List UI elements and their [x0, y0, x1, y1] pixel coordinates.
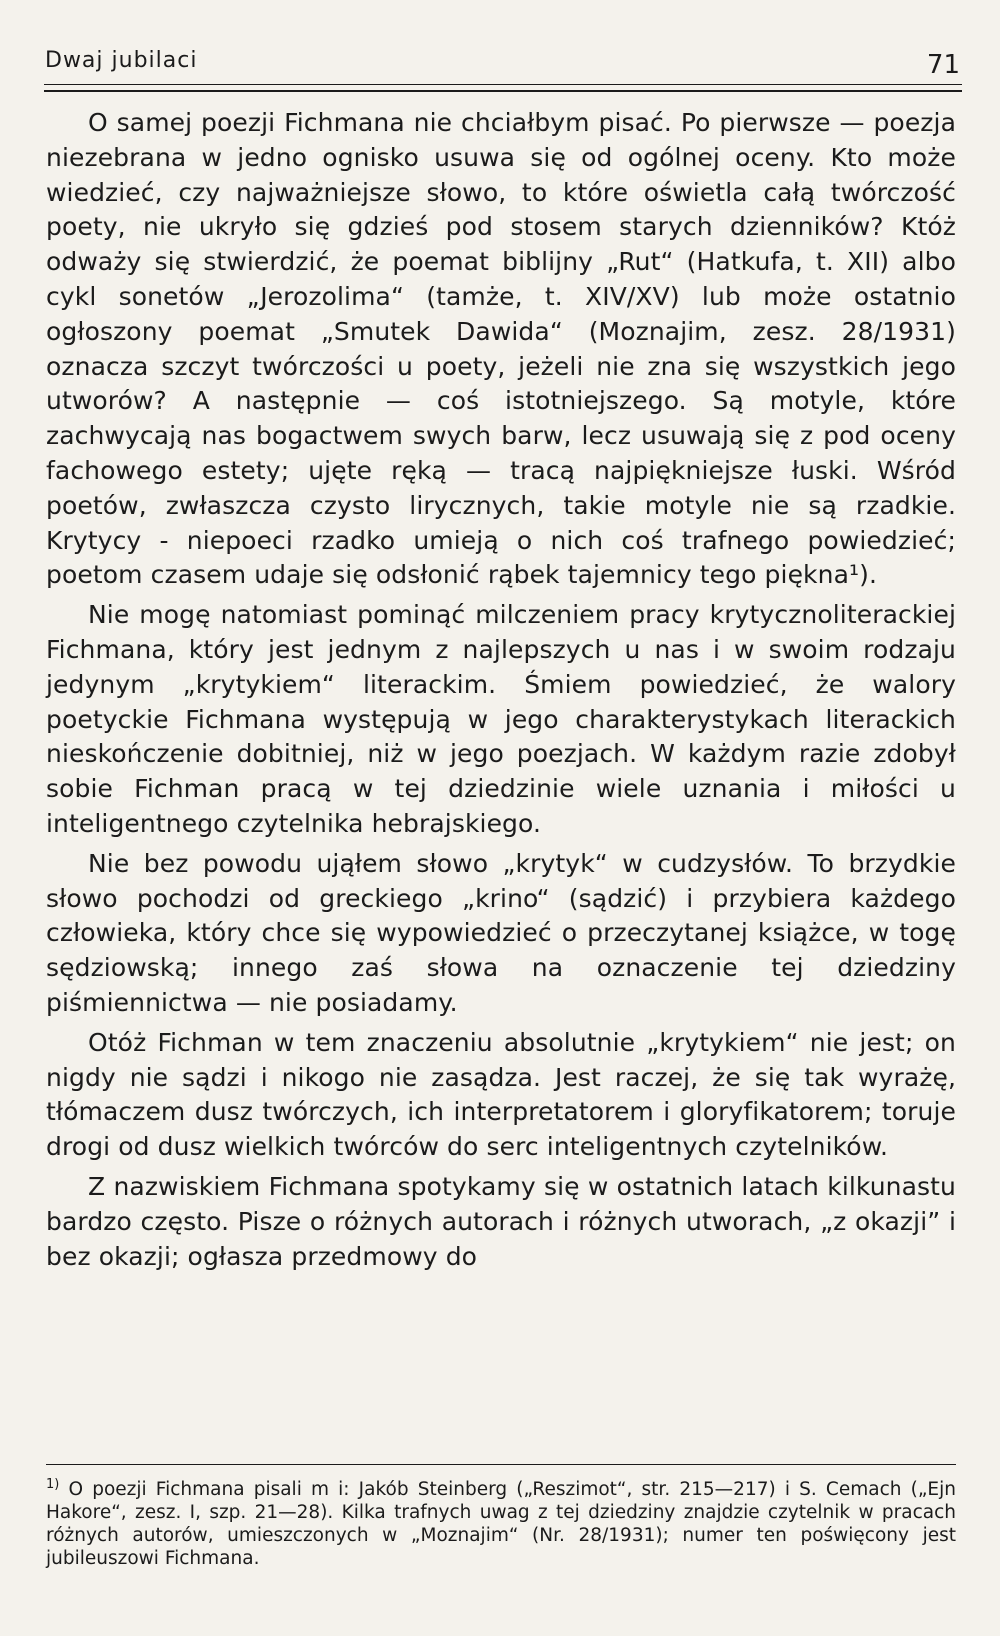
paragraph-2: Nie mogę natomiast pominąć milczeniem pracy krytycznoliterackiej Fichmana, który jest jednym z najlepszych u nas i w swoim rodzaju jedynym „krytykiem“ literackim. Śmiem powiedzieć, że walory poetyckie Fichmana występują w jego charakterystykach literackich nieskończenie dobitniej, niż w jego poezjach. W każdym razie zdobył sobie Fichman pracą w tej dziedzinie wiele uznania i miłości u inteligentnego czytelnika hebrajskiego. — [46, 600, 956, 838]
paragraph-3: Nie bez powodu ująłem słowo „krytyk“ w cudzysłów. To brzydkie słowo pochodzi od greckiego „krino“ (sądzić) i przybiera każdego człowieka, który chce się wypowiedzieć o przeczytanej książce, w togę sędziowską; innego zaś słowa na oznaczenie tej dziedziny piśmiennictwa — nie posiadamy. — [46, 848, 956, 1017]
footnote-1 — [46, 1473, 956, 1570]
running-title: Dwaj jubilaci — [45, 48, 198, 73]
page-number: 71 — [926, 50, 960, 80]
paragraph-1: O samej poezji Fichmana nie chciałbym pisać. Po pierwsze — poezja niezebrana w jedno ognisko usuwa się od ogólnej oceny. Kto może wiedzieć, czy najważniejsze słowo, to które oświetla całą twórczość poety, nie ukryło się gdzieś pod stosem starych dzienników? Któż odważy się stwierdzić, że poemat biblijny „Rut“ (Hatkufa, t. XII) albo cykl sonetów „Jerozolima“ (tamże, t. XIV/XV) lub może ostatnio ogłoszony poemat „Smutek Dawida“ (Moznajim, zesz. 28/1931) oznacza szczyt twórczości u poety, jeżeli nie zna się wszystkich jego utworów? A następnie — coś istotniejszego. Są motyle, które zachwycają nas bogactwem swych barw, lecz usuwają się z pod oceny fachowego estety; ujęte ręką — tracą najpiękniejsze łuski. Wśród poetów, zwłaszcza czysto lirycznych, takie motyle nie są rzadkie. Krytycy - niepoeci rzadko umieją o nich coś trafnego powiedzieć; poetom czasem udaje się odsłonić rąbek tajemnicy tego piękna¹). — [46, 108, 956, 590]
body-text — [46, 106, 956, 1279]
header-rule — [44, 84, 962, 92]
footnotes — [46, 1464, 956, 1570]
paragraph-5: Z nazwiskiem Fichmana spotykamy się w ostatnich latach kilkunastu bardzo często. Pisze o różnych autorach i różnych utworach, „z okazji” i bez okazji; ogłasza przedmowy do — [46, 1171, 956, 1271]
paragraph-4: Otóż Fichman w tem znaczeniu absolutnie „krytykiem“ nie jest; on nigdy nie sądzi i nikogo nie zasądza. Jest raczej, że się tak wyrażę, tłómaczem dusz twórczych, ich interpretatorem i gloryfikatorem; toruje drogi od dusz wielkich twórców do serc inteligentnych czytelników. — [46, 1027, 956, 1162]
footnote-marker: 1) — [46, 1477, 60, 1492]
footnote-text: O poezji Fichmana pisali m i: Jakób Steinberg („Reszimot“, str. 215—217) i S. Cemach („Ejn Hakore“, zesz. I, szp. 21—28). Kilka trafnych uwag z tej dziedziny znajdzie czytelnik w pracach różnych autorów, umieszczonych w „Moznajim“ (Nr. 28/1931); numer ten poświęcony jest jubileuszowi Fichmana. — [46, 1479, 956, 1570]
